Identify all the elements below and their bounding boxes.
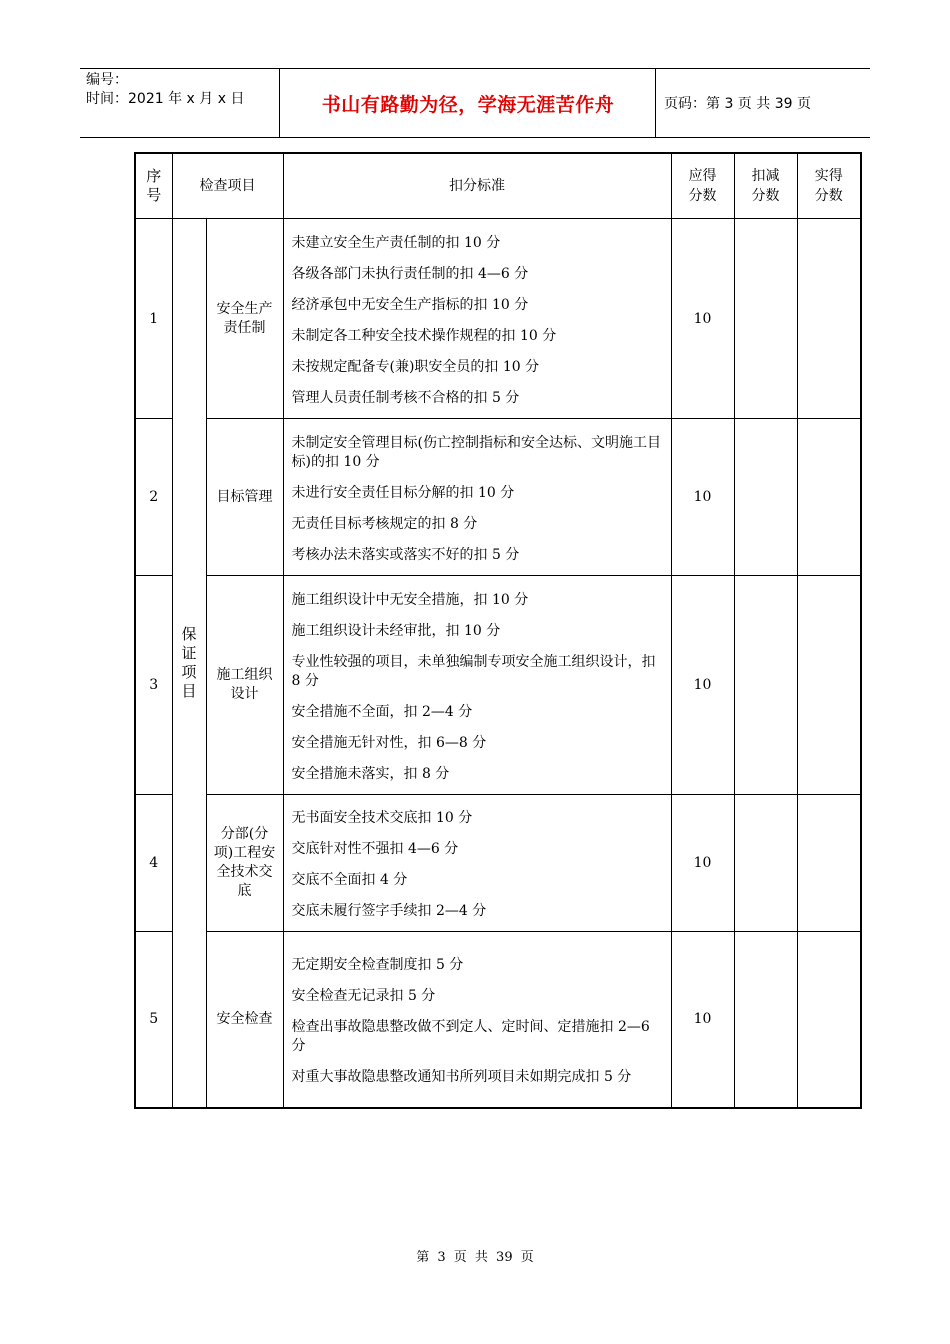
header-criteria: 扣分标准 (283, 153, 671, 219)
table-row (135, 932, 861, 1108)
row-seq: 2 (135, 419, 172, 576)
group-cell (172, 219, 206, 1108)
row-criteria (283, 419, 671, 576)
header-deduct: 扣减分数 (734, 153, 797, 219)
row-deduct-score[interactable] (734, 219, 797, 419)
row-due-score: 10 (671, 932, 734, 1108)
header-seq: 序号 (135, 153, 172, 219)
number-label: 编号： (86, 72, 128, 88)
criteria-line: 经济承包中无安全生产指标的扣 10 分 (291, 296, 529, 313)
criteria-line: 安全检查无记录扣 5 分 (291, 987, 436, 1004)
row-actual-score[interactable] (797, 932, 861, 1108)
criteria-line: 检查出事故隐患整改做不到定人、定时间、定措施扣 2—6 分 (291, 1018, 650, 1054)
row-item: 目标管理 (206, 419, 283, 576)
criteria-line: 专业性较强的项目，未单独编制专项安全施工组织设计，扣 8 分 (291, 653, 656, 689)
header-due: 应得分数 (671, 153, 734, 219)
criteria-line: 各级各部门未执行责任制的扣 4—6 分 (291, 265, 529, 282)
row-seq: 5 (135, 932, 172, 1108)
criteria-line: 考核办法未落实或落实不好的扣 5 分 (291, 546, 520, 563)
row-criteria (283, 932, 671, 1108)
table-row (135, 419, 861, 576)
row-actual-score[interactable] (797, 419, 861, 576)
table-row (135, 576, 861, 795)
criteria-line: 安全措施无针对性，扣 6—8 分 (291, 734, 487, 751)
header-motto: 书山有路勤为径，学海无涯苦作舟 (281, 69, 656, 137)
row-deduct-score[interactable] (734, 795, 797, 932)
row-criteria (283, 576, 671, 795)
criteria-line: 交底未履行签字手续扣 2—4 分 (291, 903, 487, 919)
group-label: 保证项目 (181, 624, 197, 700)
row-criteria (283, 795, 671, 932)
row-actual-score[interactable] (797, 219, 861, 419)
row-actual-score[interactable] (797, 795, 861, 932)
header-item: 检查项目 (172, 153, 283, 219)
row-seq: 4 (135, 795, 172, 932)
header-actual: 实得分数 (797, 153, 861, 219)
criteria-line: 未按规定配备专(兼)职安全员的扣 10 分 (291, 358, 540, 375)
row-item: 施工组织设计 (206, 576, 283, 795)
row-deduct-score[interactable] (734, 576, 797, 795)
row-seq: 1 (135, 219, 172, 419)
criteria-line: 无定期安全检查制度扣 5 分 (291, 956, 464, 973)
table-header-row (135, 153, 861, 219)
criteria-line: 安全措施不全面，扣 2—4 分 (291, 703, 473, 720)
criteria-line: 管理人员责任制考核不合格的扣 5 分 (291, 389, 520, 406)
criteria-line: 交底针对性不强扣 4—6 分 (291, 841, 459, 857)
row-due-score: 10 (671, 795, 734, 932)
criteria-line: 施工组织设计未经审批，扣 10 分 (291, 622, 501, 639)
row-deduct-score[interactable] (734, 932, 797, 1108)
row-due-score: 10 (671, 419, 734, 576)
inspection-table (134, 152, 862, 1109)
criteria-line: 未进行安全责任目标分解的扣 10 分 (291, 484, 515, 501)
row-item: 安全生产责任制 (206, 219, 283, 419)
criteria-line: 交底不全面扣 4 分 (291, 872, 408, 888)
criteria-line: 施工组织设计中无安全措施，扣 10 分 (291, 591, 529, 608)
header-page-info: 页码：第 3 页 共 39 页 (664, 96, 811, 112)
criteria-line: 未建立安全生产责任制的扣 10 分 (291, 234, 501, 251)
row-due-score: 10 (671, 576, 734, 795)
criteria-line: 未制定安全管理目标(伤亡控制指标和安全达标、文明施工目标)的扣 10 分 (291, 434, 661, 470)
table-row (135, 795, 861, 932)
row-due-score: 10 (671, 219, 734, 419)
header-meta (80, 69, 280, 137)
criteria-line: 安全措施未落实，扣 8 分 (291, 765, 450, 782)
page-footer: 第 3 页 共 39 页 (416, 1250, 534, 1265)
row-item: 安全检查 (206, 932, 283, 1108)
row-deduct-score[interactable] (734, 419, 797, 576)
time-label: 时间：2021 年 x 月 x 日 (86, 91, 245, 107)
criteria-line: 未制定各工种安全技术操作规程的扣 10 分 (291, 327, 557, 344)
criteria-line: 无书面安全技术交底扣 10 分 (291, 810, 473, 826)
criteria-line: 对重大事故隐患整改通知书所列项目未如期完成扣 5 分 (291, 1068, 632, 1085)
criteria-line: 无责任目标考核规定的扣 8 分 (291, 515, 478, 532)
row-actual-score[interactable] (797, 576, 861, 795)
row-item: 分部(分项)工程安全技术交底 (206, 795, 283, 932)
row-seq: 3 (135, 576, 172, 795)
row-criteria (283, 219, 671, 419)
table-row (135, 219, 861, 419)
document-header (80, 68, 870, 138)
